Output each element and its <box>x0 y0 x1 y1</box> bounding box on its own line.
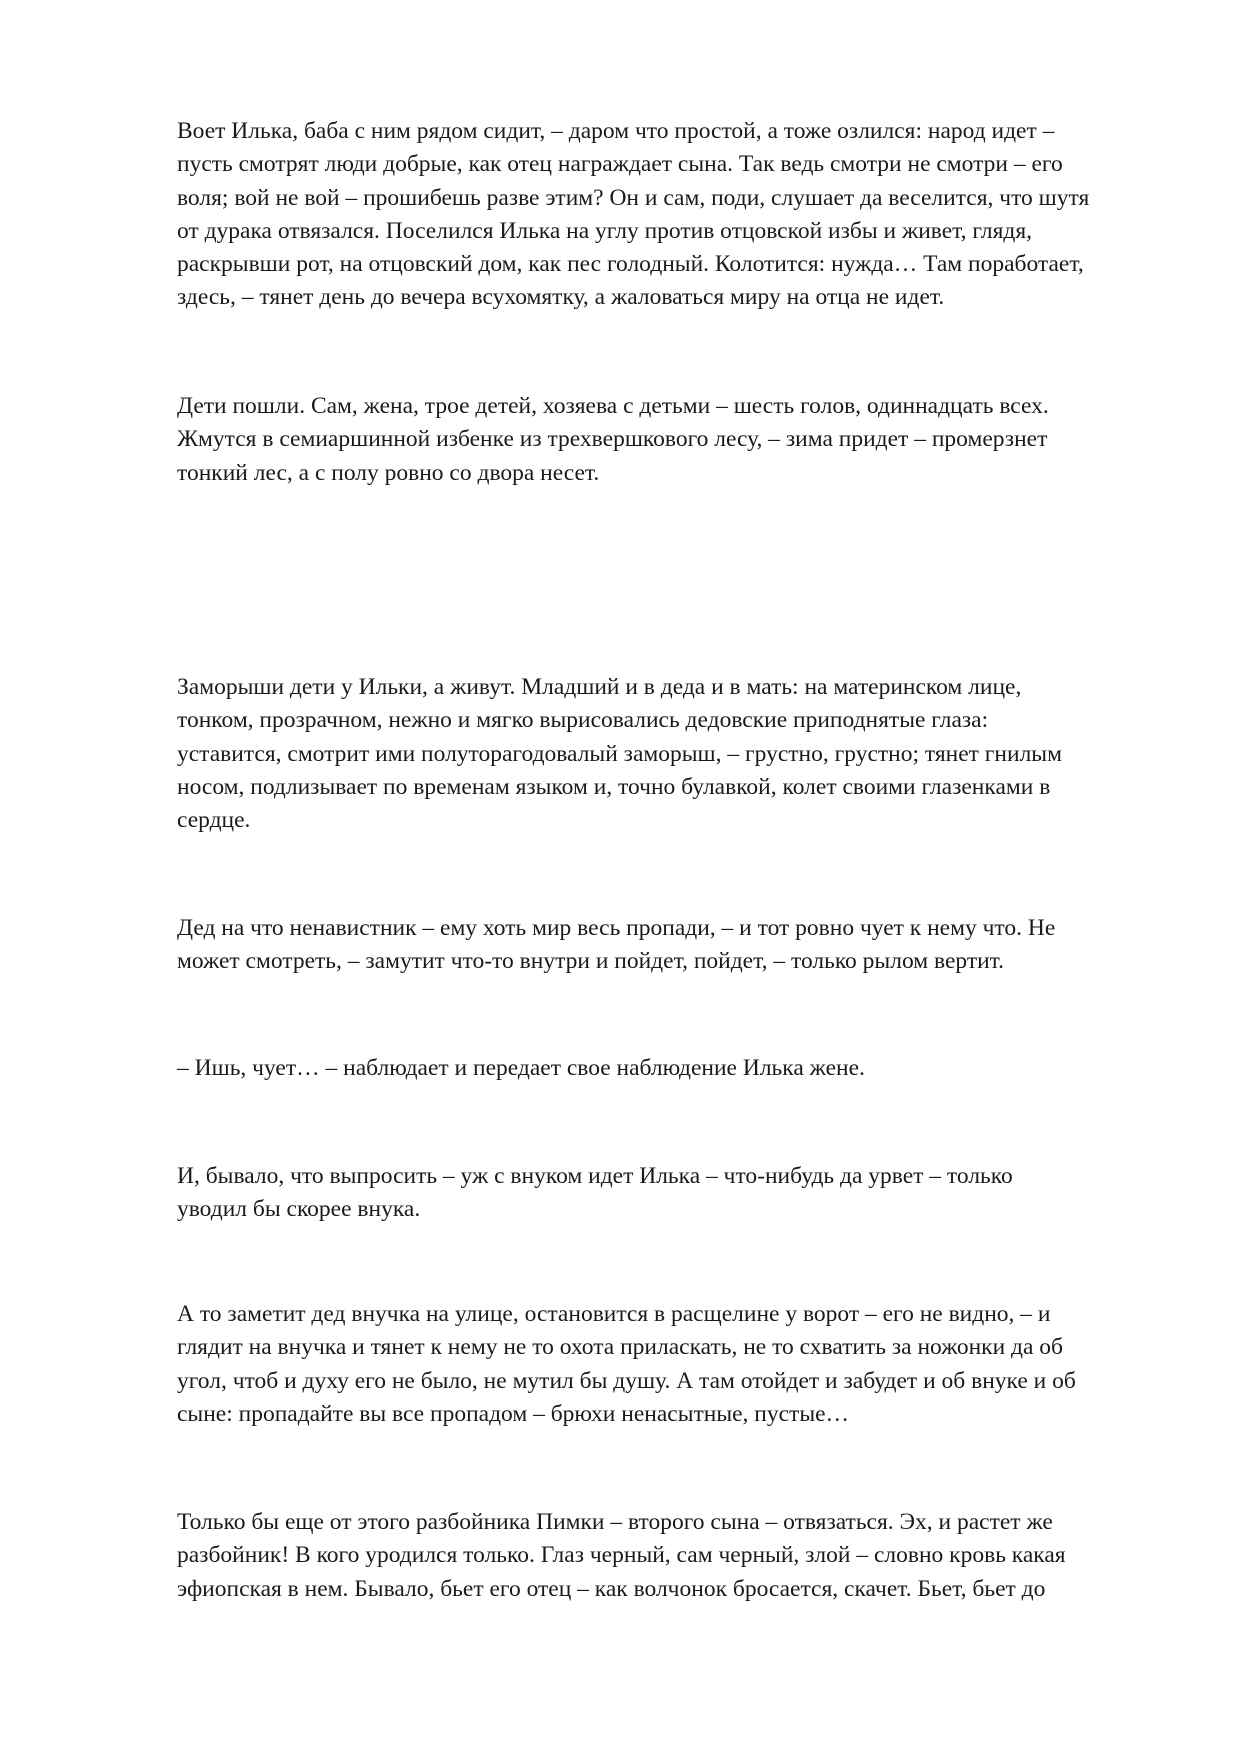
text-line: глядит на внучка и тянет к нему не то охота приласкать, не то схватить за ножонки да об <box>177 1334 1064 1361</box>
text-line: от дурака отвязался. Поселился Илька на углу против отцовской избы и живет, глядя, <box>177 217 1033 244</box>
text-line: сердце. <box>177 807 251 834</box>
text-line: тонкий лес, а с полу ровно со двора несет. <box>177 459 600 486</box>
text-line: угол, чтоб и духу его не было, не мутил бы душу. А там отойдет и забудет и об внуке и об <box>177 1367 1076 1394</box>
text-line: И, бывало, что выпросить – уж с внуком идет Илька – что-нибудь да урвет – только <box>177 1163 1013 1189</box>
paragraph-7 <box>177 1298 1157 1431</box>
text-line: Дети пошли. Сам, жена, трое детей, хозяева с детьми – шесть голов, одиннадцать всех. <box>177 393 1049 419</box>
paragraph-3 <box>177 671 1157 837</box>
text-line: уводил бы скорее внука. <box>177 1196 421 1223</box>
text-line: уставится, смотрит ими полуторагодовалый заморыш, – грустно, грустно; тянет гнилым <box>177 740 1062 767</box>
text-line: разбойник! В кого уродился только. Глаз черный, сам черный, злой – словно кровь какая <box>177 1542 1066 1569</box>
text-line: эфиопская в нем. Бывало, бьет его отец – как волчонок бросается, скачет. Бьет, бьет до <box>177 1575 1046 1602</box>
text-line: Дед на что ненавистник – ему хоть мир весь пропади, – и тот ровно чует к нему что. Не <box>177 915 1056 941</box>
paragraph-8 <box>177 1506 1157 1606</box>
text-line: Заморыши дети у Ильки, а живут. Младший и в деда и в мать: на материнском лице, <box>177 674 1022 700</box>
text-line: может смотреть, – замутит что-то внутри и пойдет, пойдет, – только рылом вертит. <box>177 948 1005 975</box>
paragraph-5 <box>177 1052 1157 1085</box>
paragraph-2 <box>177 390 1157 490</box>
paragraph-6 <box>177 1160 1157 1227</box>
text-line: воля; вой не вой – прошибешь разве этим? Он и сам, поди, слушает да веселится, что шутя <box>177 184 1090 211</box>
text-line: Жмутся в семиаршинной избенке из трехвершкового лесу, – зима придет – промерзнет <box>177 426 1048 453</box>
text-line: – Ишь, чует… – наблюдает и передает свое наблюдение Илька жене. <box>177 1055 865 1081</box>
text-line: Только бы еще от этого разбойника Пимки – второго сына – отвязаться. Эх, и растет же <box>177 1509 1053 1535</box>
text-line: тонком, прозрачном, нежно и мягко вырисовались дедовские приподнятые глаза: <box>177 707 989 734</box>
text-line: пусть смотрят люди добрые, как отец награждает сына. Так ведь смотри не смотри – его <box>177 151 1063 178</box>
text-line: носом, подлизывает по временам языком и, точно булавкой, колет своими глазенками в <box>177 773 1051 800</box>
text-line: здесь, – тянет день до вечера всухомятку, а жаловаться миру на отца не идет. <box>177 284 945 311</box>
text-line: Воет Илька, баба с ним рядом сидит, – даром что простой, а тоже озлился: народ идет – <box>177 118 1055 144</box>
text-line: А то заметит дед внучка на улице, остановится в расщелине у ворот – его не видно, – и <box>177 1301 1051 1327</box>
text-line: сыне: пропадайте вы все пропадом – брюхи ненасытные, пустые… <box>177 1400 850 1427</box>
paragraph-4 <box>177 912 1157 979</box>
paragraph-1 <box>177 115 1157 315</box>
text-line: раскрывши рот, на отцовский дом, как пес голодный. Колотится: нужда… Там поработает, <box>177 251 1084 278</box>
